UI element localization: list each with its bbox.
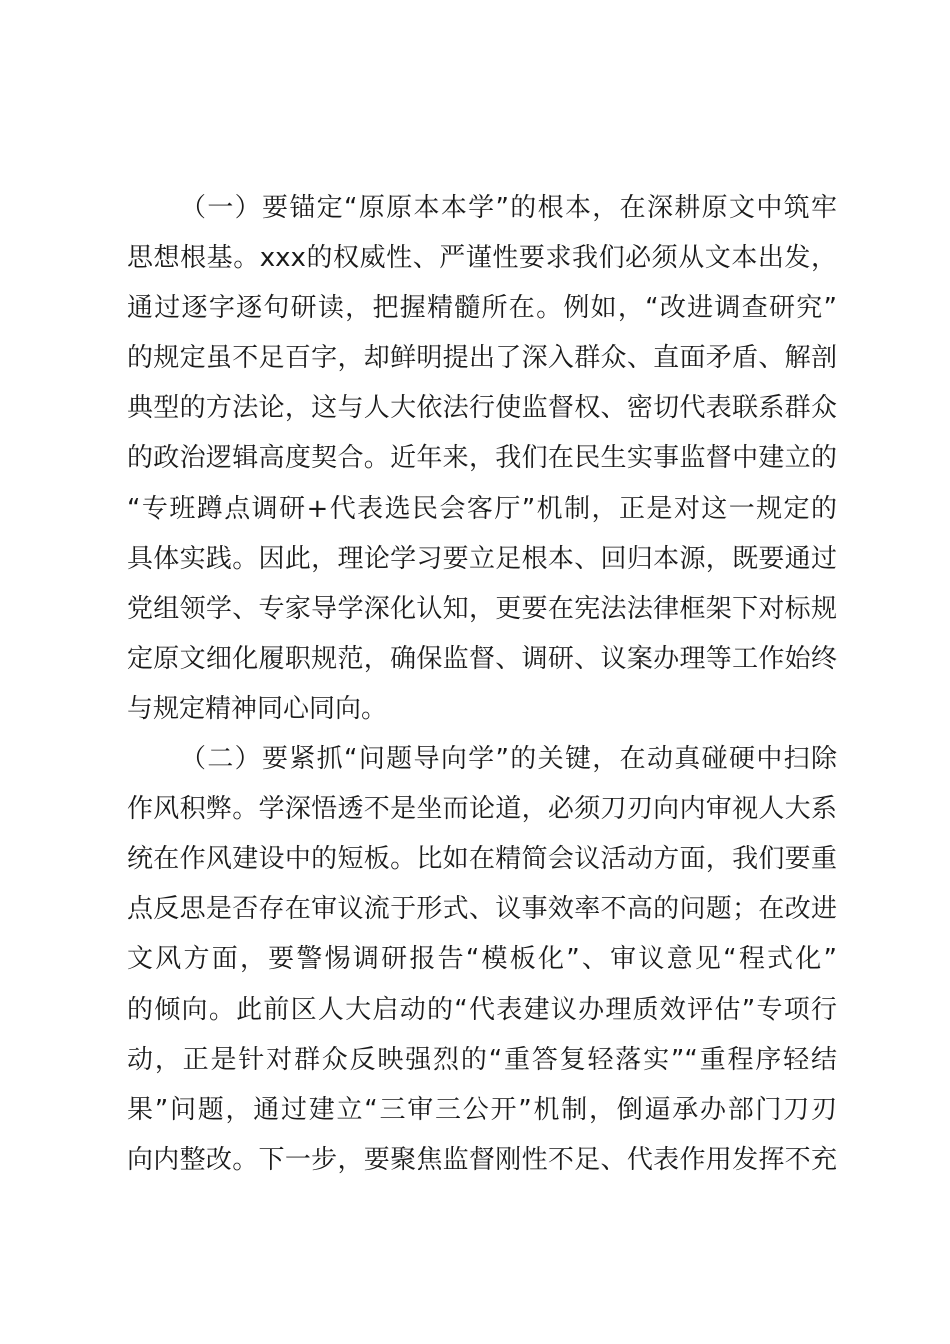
text-line: 的政治逻辑高度契合。近年来，我们在民生实事监督中建立的 bbox=[127, 443, 837, 474]
text-line: 果”问题，通过建立“三审三公开”机制，倒逼承办部门刀刃 bbox=[127, 1094, 837, 1125]
paragraph-1 bbox=[127, 183, 837, 734]
paragraph-2 bbox=[127, 734, 837, 1185]
text-line: 文风方面，要警惕调研报告“模板化”、审议意见“程式化” bbox=[127, 944, 837, 975]
text-line: 点反思是否存在审议流于形式、议事效率不高的问题；在改进 bbox=[127, 894, 837, 925]
text-line: 作风积弊。学深悟透不是坐而论道，必须刀刃向内审视人大系 bbox=[127, 794, 837, 825]
text-line: 具体实践。因此，理论学习要立足根本、回归本源，既要通过 bbox=[127, 543, 837, 574]
text-line: 向内整改。下一步，要聚焦监督刚性不足、代表作用发挥不充 bbox=[127, 1144, 837, 1175]
text-line: （二）要紧抓“问题导向学”的关键，在动真碰硬中扫除 bbox=[180, 744, 837, 775]
text-line: 党组领学、专家导学深化认知，更要在宪法法律框架下对标规 bbox=[127, 593, 837, 624]
text-line: “专班蹲点调研+代表选民会客厅”机制，正是对这一规定的 bbox=[127, 493, 837, 524]
text-line: 的规定虽不足百字，却鲜明提出了深入群众、直面矛盾、解剖 bbox=[127, 343, 837, 374]
text-line: 统在作风建设中的短板。比如在精简会议活动方面，我们要重 bbox=[127, 844, 837, 875]
text-line: 定原文细化履职规范，确保监督、调研、议案办理等工作始终 bbox=[127, 643, 837, 674]
text-line: 与规定精神同心同向。 bbox=[127, 693, 388, 724]
text-line: 思想根基。xxx的权威性、严谨性要求我们必须从文本出发， bbox=[127, 243, 837, 274]
text-line: 动，正是针对群众反映强烈的“重答复轻落实”“重程序轻结 bbox=[127, 1044, 837, 1075]
text-line: 典型的方法论，这与人大依法行使监督权、密切代表联系群众 bbox=[127, 393, 837, 424]
text-line: 的倾向。此前区人大启动的“代表建议办理质效评估”专项行 bbox=[127, 994, 837, 1025]
text-line: 通过逐字逐句研读，把握精髓所在。例如，“改进调查研究” bbox=[127, 293, 837, 324]
document-body bbox=[127, 183, 837, 1185]
text-line: （一）要锚定“原原本本学”的根本，在深耕原文中筑牢 bbox=[180, 193, 837, 223]
